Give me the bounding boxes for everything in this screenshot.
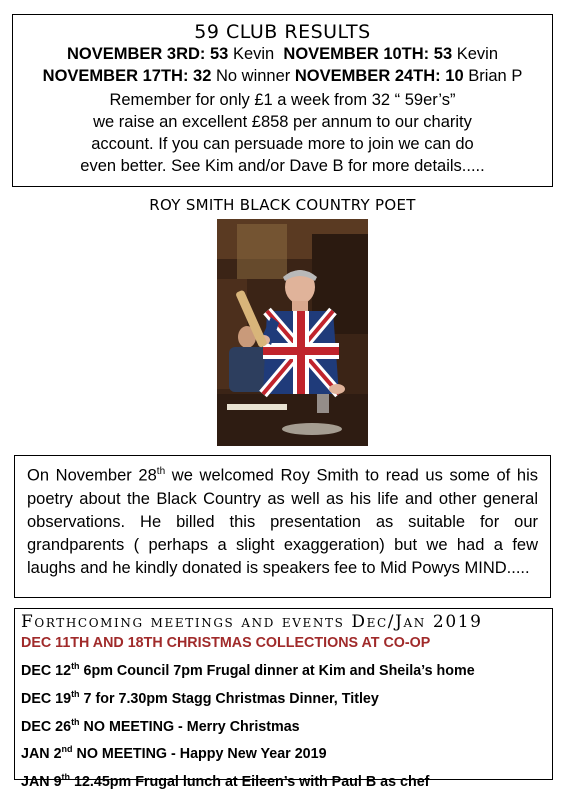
event-item [21, 711, 546, 739]
description-text: On November 28 [27, 466, 157, 485]
ordinal-suffix: th [71, 688, 80, 699]
event-text: 6pm Council 7pm Frugal dinner at Kim and Sheila’s home [79, 662, 475, 679]
result-number: 32 [193, 67, 212, 85]
result-winner: Kevin [232, 45, 275, 63]
poet-photo-illustration [217, 219, 368, 446]
event-text: 12.45pm Frugal lunch at Eileen’s with Paul B as chef [70, 773, 430, 790]
result-winner: Kevin [456, 45, 499, 63]
result-date: NOVEMBER 24TH: [294, 67, 441, 85]
events-heading: Forthcoming meetings and events Dec/Jan 2019 [21, 612, 483, 632]
ordinal-suffix: nd [61, 744, 73, 755]
event-item [21, 766, 546, 794]
club-message-line: we raise an excellent £858 per annum to our charity [93, 113, 472, 131]
event-item [21, 632, 546, 655]
ordinal-suffix: th [61, 772, 71, 783]
result-date: NOVEMBER 3RD: [66, 45, 206, 63]
results-row-2 [13, 65, 552, 87]
event-text: DEC 11TH AND 18TH CHRISTMAS COLLECTIONS AT CO-OP [21, 635, 431, 651]
result-date: NOVEMBER 10TH: [283, 45, 430, 63]
ordinal-suffix: th [71, 661, 80, 671]
club-message [13, 89, 552, 177]
event-date: DEC 26 [21, 718, 72, 735]
result-winner: Brian P [468, 67, 523, 85]
event-item [21, 738, 546, 766]
club-results-title: 59 CLUB RESULTS [194, 21, 371, 43]
event-text: NO MEETING - Happy New Year 2019 [72, 746, 327, 763]
result-number: 10 [445, 67, 464, 85]
club-message-line: even better. See Kim and/or Dave B for more details..... [80, 157, 485, 175]
event-date: DEC 12 [21, 662, 72, 679]
club-message-line: Remember for only £1 a week from 32 “ 59er’s” [109, 91, 456, 109]
club-message-line: account. If you can persuade more to join we can do [91, 135, 474, 153]
results-row-1 [13, 43, 552, 65]
description-text-cont: we welcomed Roy Smith to read us some of his poetry about the Black Country as well as his life and other general observations. He billed this presentation as suitable for our grandparents ( perhaps a slight exaggeration) but we had a few laughs and he kindly donated is speakers fee to Mid Powys MIND..... [27, 466, 538, 577]
event-text: NO MEETING - Merry Christmas [79, 718, 300, 735]
poet-description-box [14, 455, 551, 598]
result-number: 53 [210, 45, 229, 63]
event-text: 7 for 7.30pm Stagg Christmas Dinner, Titley [79, 690, 379, 707]
result-date: NOVEMBER 17TH: [42, 67, 189, 85]
ordinal-suffix: th [71, 716, 80, 727]
poet-photo [217, 219, 368, 446]
event-date: JAN 9 [21, 773, 62, 790]
result-winner: No winner [216, 67, 291, 85]
event-item [21, 655, 546, 683]
event-date: DEC 19 [21, 690, 72, 707]
club-results-box [12, 14, 553, 187]
result-number: 53 [433, 45, 453, 63]
ordinal-suffix: th [156, 466, 166, 477]
poet-heading: ROY SMITH BLACK COUNTRY POET [149, 196, 416, 214]
events-box [14, 608, 553, 790]
event-item [21, 683, 546, 711]
event-date: JAN 2 [21, 746, 62, 763]
